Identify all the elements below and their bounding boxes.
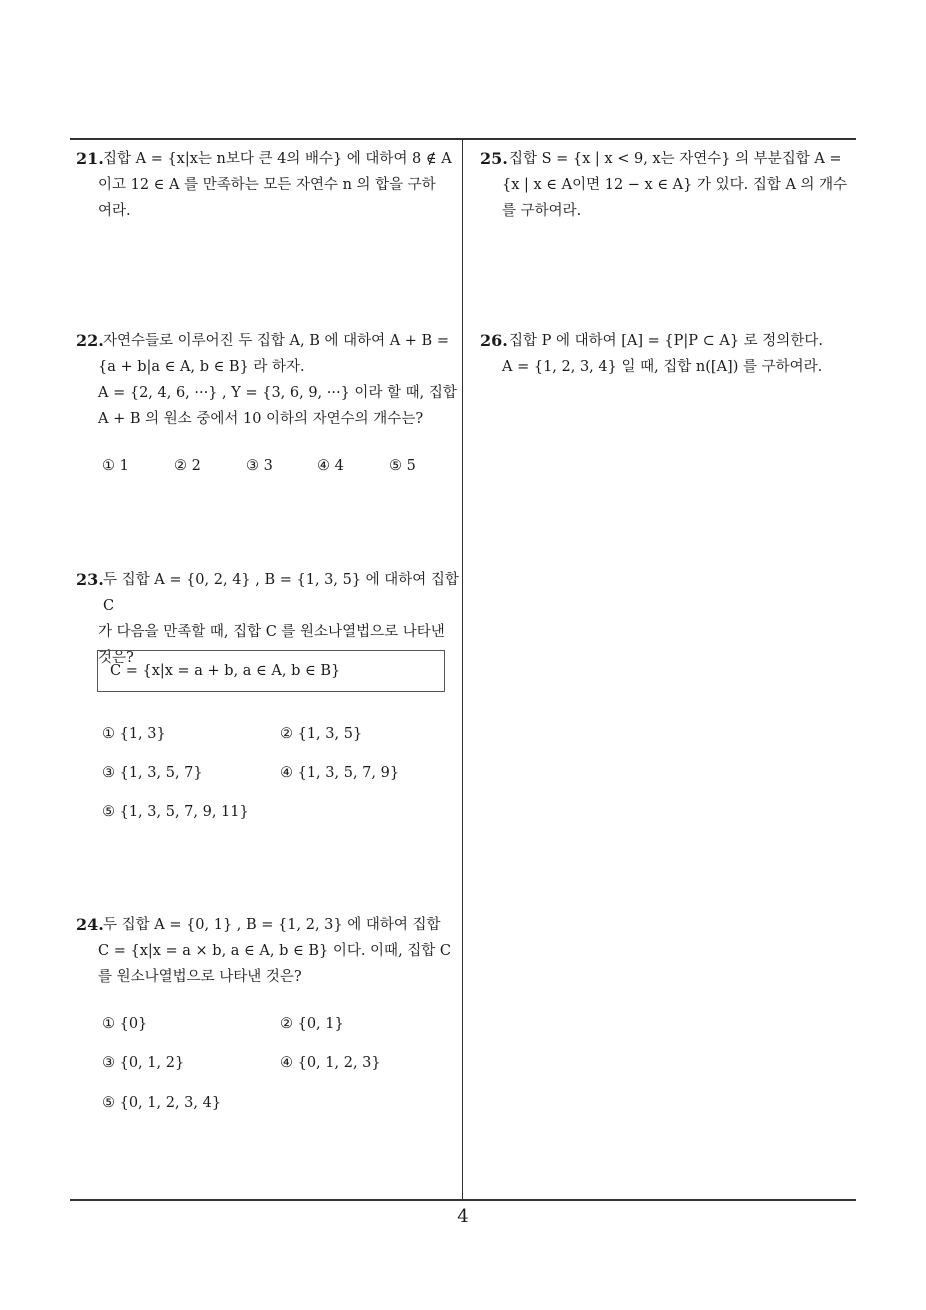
column-divider bbox=[462, 139, 463, 1201]
question-21 bbox=[76, 146, 460, 224]
question-number: 23. bbox=[76, 570, 104, 589]
choice-3[interactable]: ③ {0, 1, 2} bbox=[102, 1055, 185, 1071]
top-rule bbox=[70, 138, 856, 140]
question-line: 것은? bbox=[98, 650, 134, 666]
question-line: 두 집합 A = {0, 1} , B = {1, 2, 3} 에 대하여 집합 bbox=[103, 917, 441, 933]
question-line: 를 원소나열법으로 나타낸 것은? bbox=[98, 969, 302, 985]
question-line: {x | x ∈ A이면 12 − x ∈ A} 가 있다. 집합 A 의 개수 bbox=[502, 177, 848, 193]
choice-2[interactable]: ② {1, 3, 5} bbox=[280, 726, 363, 742]
choice-4[interactable]: ④ {1, 3, 5, 7, 9} bbox=[280, 765, 400, 781]
choices-24 bbox=[102, 1016, 442, 1116]
question-line: 집합 S = {x | x < 9, x는 자연수} 의 부분집합 A = bbox=[509, 151, 842, 167]
bottom-rule bbox=[70, 1199, 856, 1201]
condition-box: C = {x|x = a + b, a ∈ A, b ∈ B} bbox=[97, 650, 445, 692]
question-line: 두 집합 A = {0, 2, 4} , B = {1, 3, 5} 에 대하여 집합 C bbox=[103, 572, 459, 614]
question-line: C = {x|x = a × b, a ∈ A, b ∈ B} 이다. 이때, 집합 C bbox=[98, 943, 451, 959]
question-number: 24. bbox=[76, 915, 104, 934]
choice-3[interactable]: ③ 3 bbox=[246, 458, 273, 474]
question-line: 집합 A = {x|x는 n보다 큰 4의 배수} 에 대하여 8 ∉ A bbox=[103, 151, 452, 167]
question-number: 26. bbox=[480, 331, 508, 350]
question-number: 25. bbox=[480, 149, 508, 168]
choice-1[interactable]: ① {0} bbox=[102, 1016, 148, 1032]
question-number: 22. bbox=[76, 331, 104, 350]
question-line: 집합 P 에 대하여 [A] = {P|P ⊂ A} 로 정의한다. bbox=[509, 333, 823, 349]
choice-1[interactable]: ① 1 bbox=[102, 458, 129, 474]
choices-23 bbox=[102, 726, 442, 826]
question-line: A = {2, 4, 6, ···} , Y = {3, 6, 9, ···} 이라 할 때, 집합 bbox=[98, 385, 457, 401]
page-number: 4 bbox=[457, 1206, 469, 1227]
choice-4[interactable]: ④ 4 bbox=[317, 458, 344, 474]
choice-5[interactable]: ⑤ {0, 1, 2, 3, 4} bbox=[102, 1095, 222, 1111]
choice-2[interactable]: ② 2 bbox=[174, 458, 201, 474]
question-24 bbox=[76, 912, 460, 990]
question-26 bbox=[480, 328, 860, 380]
choice-5[interactable]: ⑤ 5 bbox=[389, 458, 416, 474]
choice-5[interactable]: ⑤ {1, 3, 5, 7, 9, 11} bbox=[102, 804, 249, 820]
question-line: 자연수들로 이루어진 두 집합 A, B 에 대하여 A + B = bbox=[103, 333, 449, 349]
choice-4[interactable]: ④ {0, 1, 2, 3} bbox=[280, 1055, 381, 1071]
question-line: {a + b|a ∈ A, b ∈ B} 라 하자. bbox=[98, 359, 305, 375]
choices-22 bbox=[102, 458, 442, 478]
question-line: A = {1, 2, 3, 4} 일 때, 집합 n([A]) 를 구하여라. bbox=[502, 359, 823, 375]
choice-2[interactable]: ② {0, 1} bbox=[280, 1016, 344, 1032]
choice-1[interactable]: ① {1, 3} bbox=[102, 726, 166, 742]
question-line: 여라. bbox=[98, 203, 131, 219]
question-line: 를 구하여라. bbox=[502, 203, 582, 219]
question-number: 21. bbox=[76, 149, 104, 168]
question-22 bbox=[76, 328, 460, 432]
choice-3[interactable]: ③ {1, 3, 5, 7} bbox=[102, 765, 203, 781]
question-line: 이고 12 ∈ A 를 만족하는 모든 자연수 n 의 합을 구하 bbox=[98, 177, 436, 193]
question-line: 가 다음을 만족할 때, 집합 C 를 원소나열법으로 나타낸 bbox=[98, 624, 445, 640]
question-25 bbox=[480, 146, 860, 224]
question-line: A + B 의 원소 중에서 10 이하의 자연수의 개수는? bbox=[98, 411, 424, 427]
